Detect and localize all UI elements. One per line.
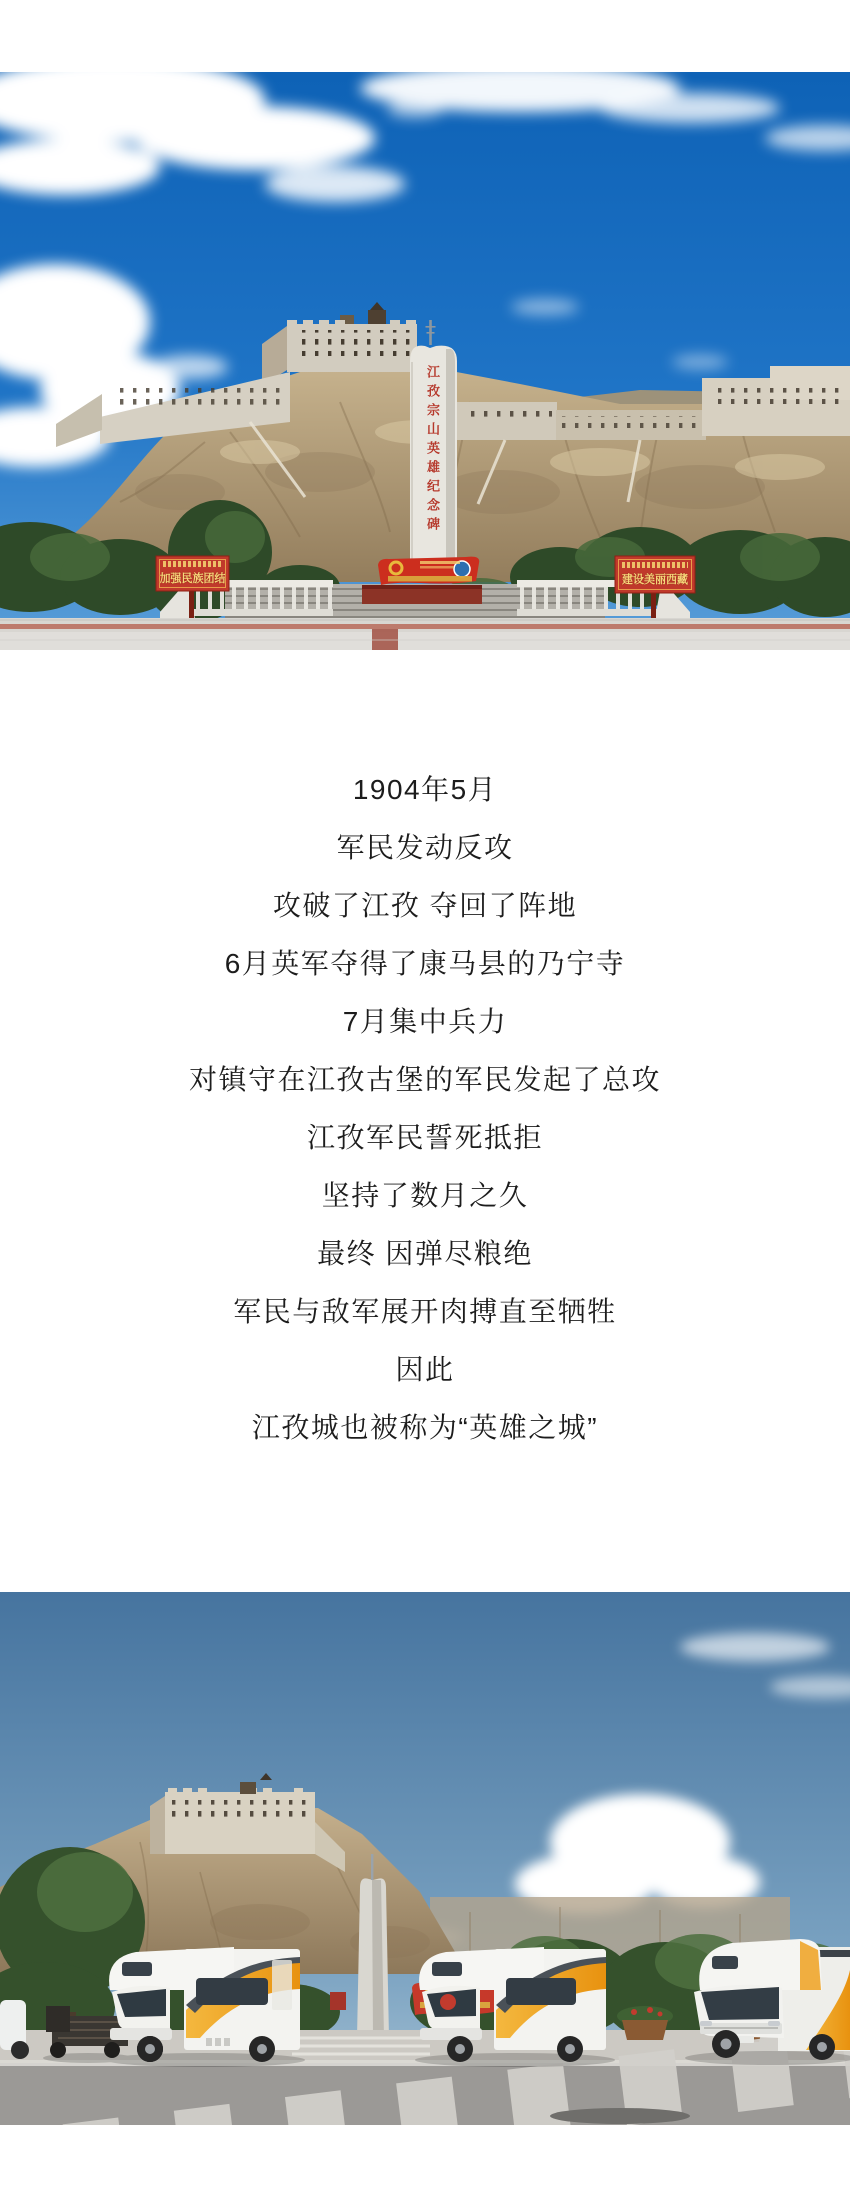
article-line: 最终 因弹尽粮绝 (317, 1238, 533, 1269)
article-line: 因此 (395, 1354, 455, 1385)
article-line: 军民与敌军展开肉搏直至牺牲 (233, 1296, 617, 1327)
photo-rv-square[interactable] (0, 1592, 850, 2125)
photo-gyantse-monument[interactable] (0, 72, 850, 650)
tibetan-script-decoration (163, 561, 222, 567)
article-line: 7月集中兵力 (342, 1006, 508, 1037)
article-line: 江孜军民誓死抵拒 (306, 1122, 543, 1153)
photo-bottom-illustration (0, 1592, 850, 2125)
banner-right (617, 558, 693, 591)
banner-left (158, 558, 227, 589)
article-line: 军民发动反攻 (336, 832, 514, 863)
banner-left-text: 加强民族团结 (159, 572, 226, 586)
article-body (0, 761, 850, 1457)
tibetan-script-decoration (622, 562, 687, 568)
photo-top-illustration (0, 72, 850, 650)
article-line: 攻破了江孜 夺回了阵地 (272, 890, 578, 921)
article-line: 6月英军夺得了康马县的乃宁寺 (224, 948, 626, 979)
article-line: 1904年5月 (352, 774, 498, 805)
monument-inscription: 江孜宗山英雄纪念碑 (425, 365, 440, 536)
article-line: 对镇守在江孜古堡的军民发起了总攻 (188, 1064, 661, 1095)
article-line: 江孜城也被称为“英雄之城” (251, 1412, 599, 1443)
plaza-ground (0, 618, 850, 650)
drain-cover (550, 2108, 690, 2124)
banner-right-text: 建设美丽西藏 (622, 573, 688, 587)
article-line: 坚持了数月之久 (321, 1180, 529, 1211)
